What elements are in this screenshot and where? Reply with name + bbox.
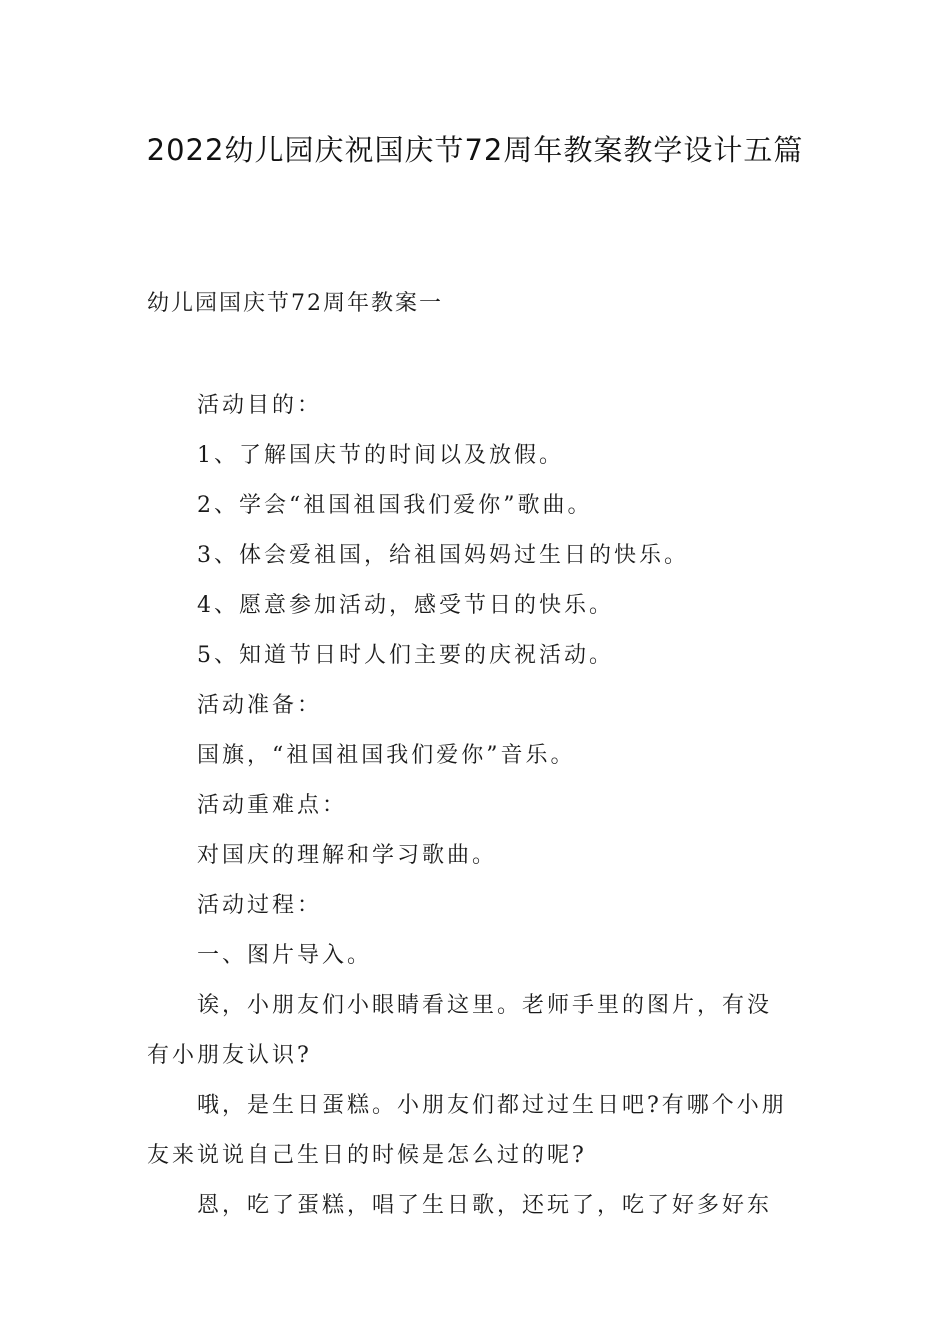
goal-item-3: 3、体会爱祖国，给祖国妈妈过生日的快乐。 [197, 543, 689, 568]
heading-activity-preparation: 活动准备： [197, 693, 323, 718]
goal-item-2: 2、学会“祖国祖国我们爱你”歌曲。 [197, 493, 593, 518]
goal-item-4: 4、愿意参加活动，感受节日的快乐。 [197, 593, 614, 618]
paragraph-line: 恩，吃了蛋糕，唱了生日歌，还玩了，吃了好多好东 [197, 1193, 773, 1218]
paragraph-line: 友来说说自己生日的时候是怎么过的呢? [147, 1143, 587, 1168]
heading-key-points: 活动重难点： [197, 793, 348, 818]
paragraph-line: 诶，小朋友们小眼睛看这里。老师手里的图片，有没 [197, 993, 773, 1018]
paragraph-line: 有小朋友认识? [147, 1043, 312, 1068]
goal-item-5: 5、知道节日时人们主要的庆祝活动。 [197, 643, 614, 668]
document-title: 2022幼儿园庆祝国庆节72周年教案教学设计五篇 [146, 133, 804, 167]
heading-activity-process: 活动过程： [197, 893, 323, 918]
paragraph-line: 哦，是生日蛋糕。小朋友们都过过生日吧?有哪个小朋 [197, 1093, 787, 1118]
goal-item-1: 1、了解国庆节的时间以及放假。 [197, 443, 564, 468]
heading-activity-goals: 活动目的： [197, 393, 323, 418]
key-points-text: 对国庆的理解和学习歌曲。 [197, 843, 498, 868]
preparation-text: 国旗，“祖国祖国我们爱你”音乐。 [197, 743, 576, 768]
process-step-1: 一、图片导入。 [197, 943, 373, 968]
section-heading: 幼儿园国庆节72周年教案一 [147, 291, 443, 316]
